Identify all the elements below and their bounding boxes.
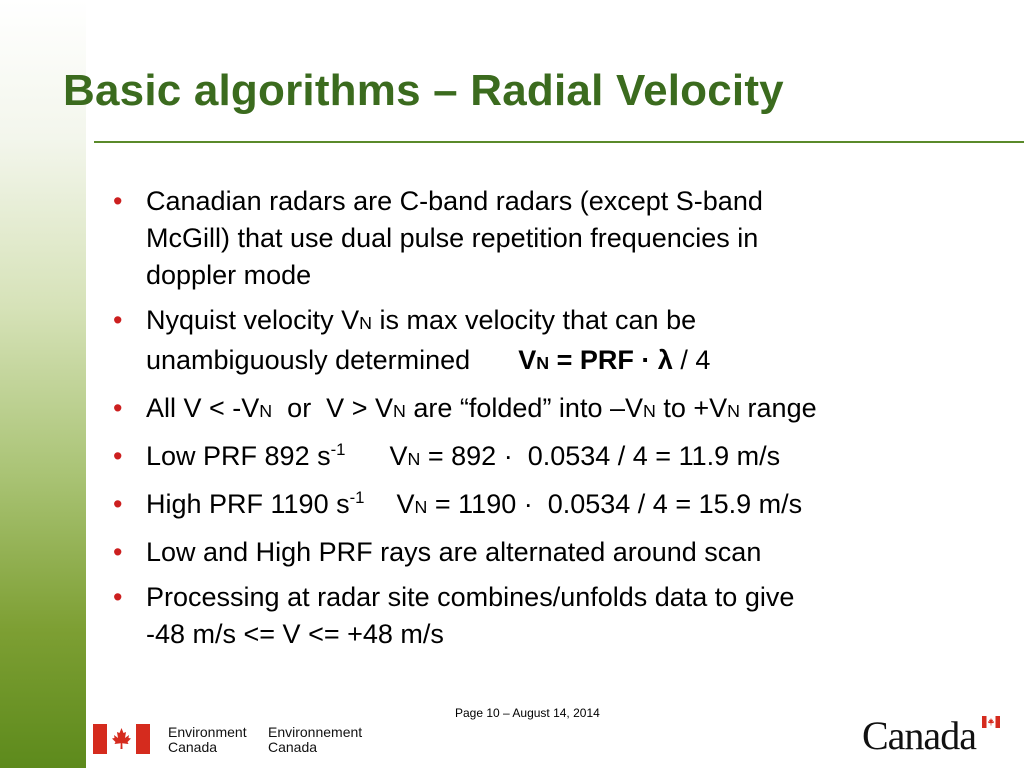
bullet-text: Nyquist velocity V <box>146 305 360 335</box>
superscript: -1 <box>330 440 346 459</box>
bullet-text: Low and High PRF rays are alternated around scan <box>146 537 762 567</box>
bullet-text: V <box>389 441 408 471</box>
list-item <box>113 183 1013 294</box>
bullet-marker: • <box>113 537 123 567</box>
bullet-text: is max velocity that can be <box>371 305 697 335</box>
subscript: N <box>259 401 273 421</box>
environnement-canada-wordmark <box>268 725 362 755</box>
bullet-marker: • <box>113 186 123 216</box>
bullet-text: -48 m/s <= V <= +48 m/s <box>146 619 444 649</box>
wordmark-line: Canada <box>168 739 218 755</box>
bullet-text: doppler mode <box>146 260 312 290</box>
wordmark-line: Environnement <box>268 724 363 740</box>
subscript: N <box>727 401 741 421</box>
bullet-text: Processing at radar site combines/unfolds data to give <box>146 582 795 612</box>
environment-canada-wordmark <box>168 725 247 755</box>
bullet-text: = 892 · 0.0534 / 4 = 11.9 m/s <box>420 441 781 471</box>
subscript: N <box>407 449 421 469</box>
nyquist-formula <box>518 345 673 375</box>
slide-title: Basic algorithms – Radial Velocity <box>63 66 784 115</box>
bullet-text: Canadian radars are C-band radars (except S-band <box>146 186 763 216</box>
bullet-marker: • <box>113 441 123 471</box>
canada-wordmark: Canada <box>862 713 976 758</box>
bullet-text: are “folded” into –V <box>405 393 643 423</box>
wordmark-line: Canada <box>268 739 318 755</box>
list-item <box>113 579 1013 653</box>
bullet-text: range <box>740 393 817 423</box>
subscript: N <box>536 353 550 373</box>
wordmark-line: Environment <box>168 724 247 740</box>
formula-v: V <box>518 345 537 375</box>
list-item <box>113 302 1013 382</box>
canada-flag-icon <box>93 724 150 754</box>
list-item <box>113 534 1013 571</box>
page-footer: Page 10 – August 14, 2014 <box>455 706 600 720</box>
bullet-text: V <box>396 489 415 519</box>
subscript: N <box>392 401 406 421</box>
bullet-text: = 1190 · 0.0534 / 4 = 15.9 m/s <box>427 489 803 519</box>
canada-wordmark-flag-icon <box>982 716 1000 728</box>
subscript: N <box>359 313 372 333</box>
formula-divisor: / 4 <box>672 345 711 375</box>
superscript: -1 <box>349 488 365 507</box>
bullet-text: Low PRF 892 s <box>146 441 331 471</box>
bullet-text: All V < -V <box>146 393 260 423</box>
bullet-marker: • <box>113 305 123 335</box>
list-item <box>113 486 1013 526</box>
list-item <box>113 390 1013 430</box>
bullet-marker: • <box>113 582 123 612</box>
bullet-text: or V > V <box>272 393 393 423</box>
formula-body: = PRF · λ <box>549 345 673 375</box>
bullet-marker: • <box>113 489 123 519</box>
bullet-text: unambiguously determined <box>146 345 471 375</box>
subscript: N <box>643 401 656 421</box>
list-item <box>113 438 1013 478</box>
bullet-text: High PRF 1190 s <box>146 489 350 519</box>
subscript: N <box>414 497 428 517</box>
bullet-text: McGill) that use dual pulse repetition frequencies in <box>146 223 759 253</box>
bullet-list <box>113 183 1013 661</box>
title-underline <box>94 141 1024 143</box>
bullet-text: to +V <box>655 393 728 423</box>
bullet-marker: • <box>113 393 123 423</box>
